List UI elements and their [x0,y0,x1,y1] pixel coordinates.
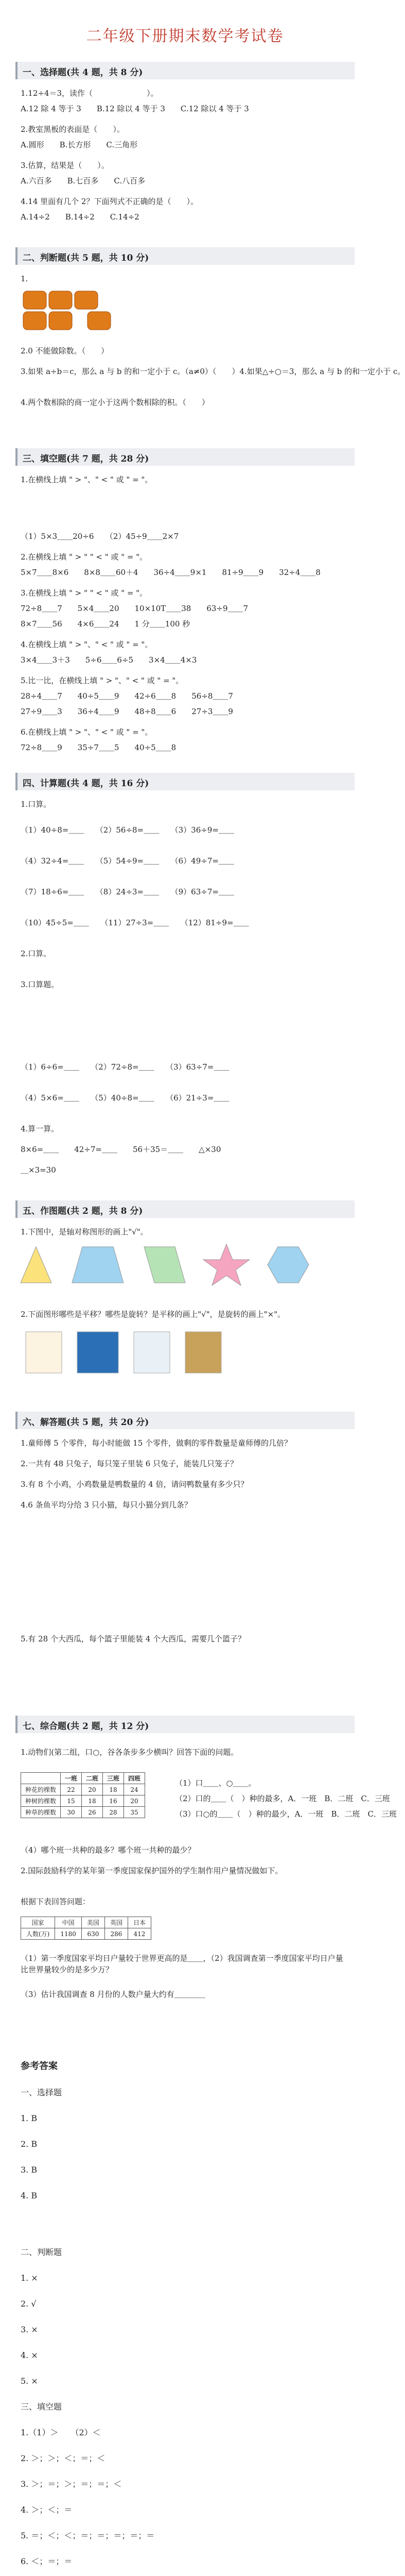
question-line: 28÷4＿＿7 40÷5＿＿9 42÷6＿＿8 56÷8＿＿7 [21,691,233,701]
section-heading: 四、计算题(共 4 题，共 16 分) [15,773,355,790]
question-line: A.六百多 B.七百多 C.八百多 [21,176,146,185]
question-line: ＿×3=30 [21,1165,56,1175]
table-cell: 286 [104,1928,128,1940]
question-line: 1.口算。 [21,800,51,809]
table-cell: 1180 [55,1928,82,1940]
page-title: 二年级下册期末数学考试卷 [86,27,284,45]
question-line: （3）估计我国调查 8 月份的人数户量大约有＿＿＿＿ [21,1990,205,1999]
question-line: 2.国际鼓励科学的某年第一季度国家保护国外的学生制作用户量情况做如下。 [21,1866,283,1875]
question-line: 4.6 条鱼平均分给 3 只小猫，每只小猫分到几条？ [21,1500,192,1510]
question-line: 1.动物们(第二组，口○，谷各条步多少横叫？回答下面的问题。 [21,1748,239,1757]
table-cell: 中国 [55,1917,82,1928]
answer-line: 3. ＞；＝；＞；＝；＝；＜ [21,2479,122,2489]
table-cell: 种树的棵数 [21,1795,61,1807]
table-header: 四班 [124,1773,145,1784]
question-line: A.14÷2 B.14÷2 C.14÷2 [21,212,139,222]
table-header: 一班 [61,1773,82,1784]
table-cell: 美国 [81,1917,104,1928]
table-cell: 24 [124,1784,145,1795]
answer-line: 4. × [21,2350,38,2360]
table-header: 二班 [82,1773,103,1784]
answer-line: 二、判断题 [21,2247,62,2257]
question-line: 72÷8＿＿7 5×4＿＿20 10×10T＿＿38 63÷9＿＿7 [21,604,249,613]
table-cell: 35 [124,1807,145,1818]
question-line: （7）18÷6=＿＿ （8）24÷3=＿＿ （9）63÷7=＿＿ [21,887,234,896]
table-cell: 英国 [104,1917,128,1928]
question-line: 8×7＿＿56 4×6＿＿24 1 分＿＿100 秒 [21,619,190,629]
question-line: 3.在横线上填 " > " " < " 或 " = "。 [21,588,148,598]
question-line: 4.在横线上填 " > "、" < " 或 " = "。 [21,640,153,649]
table-cell: 种草的棵数 [21,1807,61,1818]
table-cell: 20 [82,1784,103,1795]
symmetry-shapes [21,1242,340,1298]
question-line: 72÷8＿＿9 35÷7＿＿5 40÷5＿＿8 [21,743,177,752]
answer-line: 4. B [21,2191,38,2200]
answer-line: 2. √ [21,2299,37,2309]
question-line: （1）口＿＿、○＿＿。 [175,1778,256,1788]
question-line: 2.一共有 48 只兔子，每只笼子里装 6 只兔子，能装几只笼子？ [21,1459,238,1468]
question-line: （3）口○的＿＿（ ）种的最少，A．一班 B．二班 C．三班 [175,1809,397,1819]
question-line: 1.12÷4＝3，读作（ ）。 [21,89,159,98]
question-line: 2.在横线上填 " > " " < " 或 " = "。 [21,552,148,562]
question-line: 3.有 8 个小鸡，小鸡数量是鸭数量的 4 倍，请问鸭数量有多少只？ [21,1480,249,1489]
question-line: 5.比一比，在横线上填 " > "、" < " 或 " = "。 [21,676,184,685]
question-line: 4.14 里面有几个 2？下面列式不正确的是（ ）。 [21,197,198,206]
question-line: 4.算一算。 [21,1124,59,1133]
question-line: （4）哪个班一共种的最多？哪个班一共种的最少？ [21,1845,196,1855]
question-line: 1.童师傅 5 个零件，每小时能做 15 个零件，做剩的零件数量是童师傅的几倍？ [21,1438,292,1448]
question-line: A.圆形 B.长方形 C.三角形 [21,140,138,149]
question-line: 3.估算，结果是（ ）。 [21,161,109,170]
answer-line: 4. ＞；＜；＝ [21,2505,73,2515]
answer-line: 5. × [21,2376,38,2386]
answer-line: 1. × [21,2273,38,2283]
question-line: 2.0 不能做除数。（ ） [21,346,109,355]
question-line: 27÷9＿＿3 36÷4＿＿9 48÷8＿＿6 27÷3＿＿9 [21,707,233,716]
question-line: （1）40÷8=＿＿ （2）56÷8=＿＿ （3）36÷9=＿＿ [21,825,234,835]
question-line: （1）第一季度国家平均日户量较于世界更高的是＿＿，（2）我国调查第一季度国家平均日户量比世界量较少的是多少万？ [21,1954,343,1974]
section-heading: 六、解答题(共 5 题，共 20 分) [15,1412,355,1429]
question-line: 1.在横线上填 " > "、" < " 或 " = "。 [21,475,153,484]
answer-line: 3. B [21,2165,38,2175]
question-line: A.12 除 4 等于 3 B.12 除以 4 等于 3 C.12 除以 4 等于 3 [21,104,249,113]
table-cell: 22 [61,1784,82,1795]
table-cell: 630 [81,1928,104,1940]
user-table [21,1917,151,1940]
question-line: 3.口算题。 [21,980,59,989]
question-line: 1. [21,274,28,283]
section-heading: 二、判断题(共 5 题，共 10 分) [15,247,355,265]
section-heading: 一、选择题(共 4 题，共 8 分) [15,62,355,79]
answer-line: 2. ＞；＞；＜；＝；＜ [21,2453,105,2463]
answer-line: 5. ＝；＜；＜；＝；＝；＝；＝；＝ [21,2531,155,2540]
table-row [21,1807,145,1818]
table-cell: 日本 [128,1917,151,1928]
table-cell: 18 [82,1795,103,1807]
table-header [21,1773,61,1784]
question-line: （2）口的＿＿（ ）种的最多，A．一班 B．二班 C．三班 [175,1794,390,1803]
table-cell: 人数(万) [21,1928,55,1940]
question-line: （4）32÷4=＿＿ （5）54÷9=＿＿ （6）49÷7=＿＿ [21,856,234,866]
table-cell: 30 [61,1807,82,1818]
table-cell: 15 [61,1795,82,1807]
question-line: 8×6=＿＿ 42÷7=＿＿ 56＋35＝＿＿ △×30 [21,1145,221,1154]
table-cell: 种花的棵数 [21,1784,61,1795]
question-line: （1）5×3＿＿20÷6 （2）45÷9＿＿2×7 [21,532,179,541]
answer-line: 3. × [21,2325,38,2334]
section-heading: 五、作图题(共 2 题，共 8 分) [15,1200,355,1218]
question-line: 2.教室黑板的表面是（ ）。 [21,125,125,134]
planting-table [21,1772,145,1818]
table-cell: 412 [128,1928,151,1940]
question-line: 5.有 28 个大西瓜，每个篮子里能装 4 个大西瓜，需要几个篮子？ [21,1634,246,1643]
table-cell: 16 [103,1795,124,1807]
answer-line: 一、选择题 [21,2088,62,2097]
answer-line: 三、填空题 [21,2402,62,2412]
table-row [21,1795,145,1807]
answer-line: 1. B [21,2113,38,2123]
question-line: 3×4＿＿3＋3 5÷6＿＿6÷5 3×4＿＿4×3 [21,655,197,665]
question-line: 2.口算。 [21,949,51,958]
table-cell: 28 [103,1807,124,1818]
question-line: 2.下面图形哪些是平移？哪些是旋转？是平移的画上"√"，是旋转的画上"×"。 [21,1310,286,1319]
section-heading: 三、填空题(共 7 题，共 28 分) [15,448,355,466]
answer-line: 2. B [21,2139,38,2149]
answer-line: 6. ＜；＝；＝ [21,2556,73,2566]
answers-title: 参考答案 [21,2061,58,2072]
table-cell: 18 [103,1784,124,1795]
question-line: 1.下图中，是轴对称图形的画上"√"。 [21,1227,148,1236]
movement-pictures [21,1327,237,1378]
question-line: 5×7＿＿8×6 8×8＿＿60＋4 36÷4＿＿9×1 81÷9＿＿9 32÷4＿＿8 [21,568,321,577]
question-line: 4.两个数相除的商一定小于这两个数相除的积。（ ） [21,398,209,407]
illustration-cakes [21,289,139,335]
question-line: 根据下表回答问题： [21,1897,91,1906]
table-row [21,1784,145,1795]
question-line: 3.如果 a÷b＝c，那么 a 与 b 的和一定小于 c。（a≠0）（ ）4.如果△÷○＝3，那么 a 与 b 的和一定小于 c。 [21,367,405,376]
table-cell: 26 [82,1807,103,1818]
section-heading: 七、综合题(共 2 题，共 12 分) [15,1716,355,1733]
table-cell: 20 [124,1795,145,1807]
question-line: （4）5×6=＿＿ （5）40÷8=＿＿ （6）21÷3=＿＿ [21,1093,230,1103]
question-line: （1）6÷6=＿＿ （2）72÷8=＿＿ （3）63÷7=＿＿ [21,1062,230,1072]
table-header: 三班 [103,1773,124,1784]
answer-line: 1.（1）＞ （2）＜ [21,2428,101,2437]
question-line: 6.在横线上填 " > "、" < " 或 " = "。 [21,727,153,737]
table-cell: 国家 [21,1917,55,1928]
question-line: （10）45÷5=＿＿ （11）27÷3=＿＿ （12）81÷9=＿＿ [21,918,249,927]
